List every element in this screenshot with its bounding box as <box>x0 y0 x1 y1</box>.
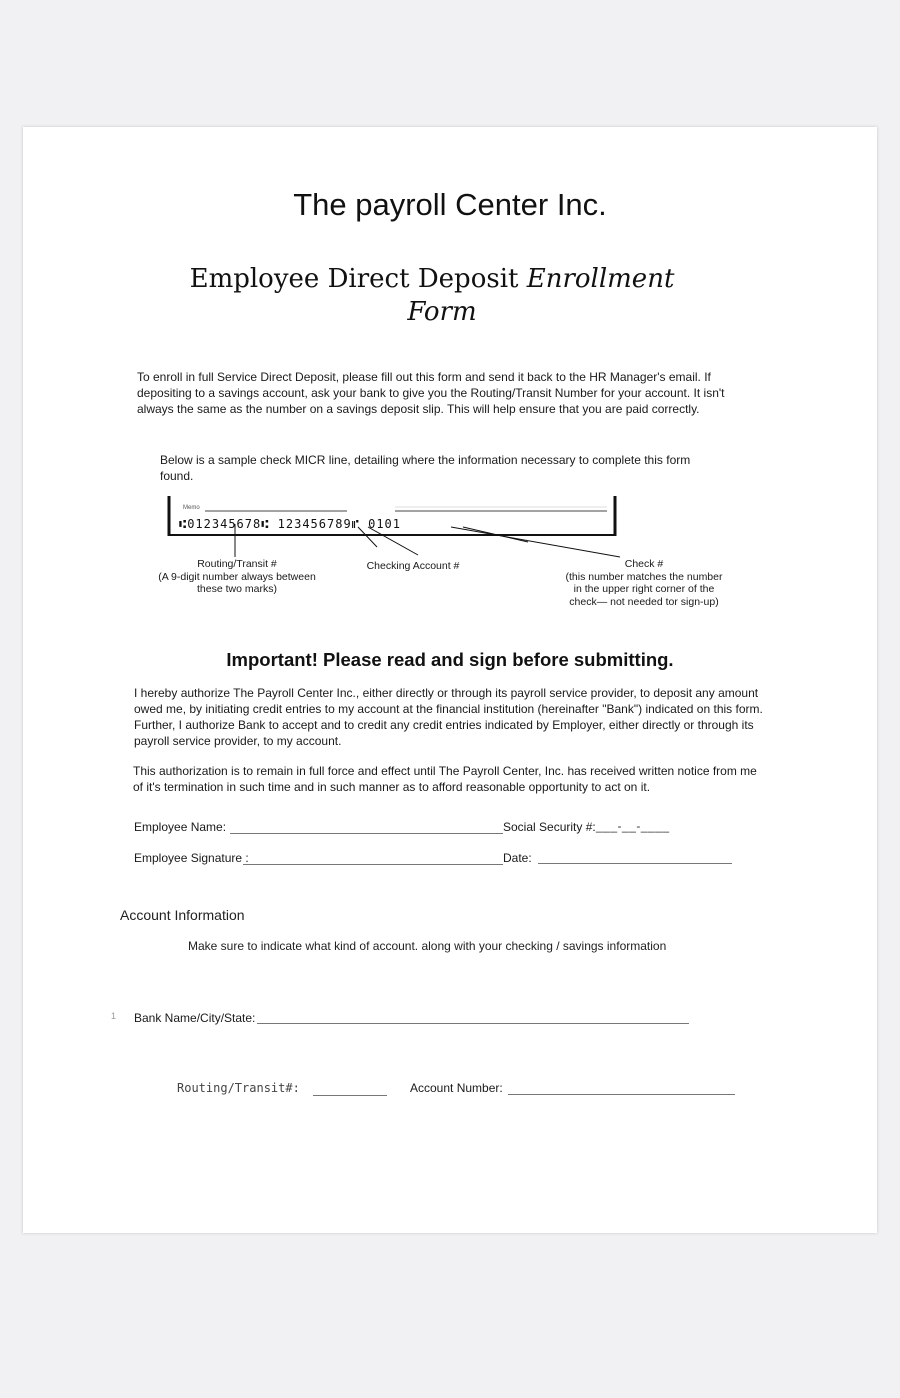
form-title-italic: Enrollment <box>526 264 675 294</box>
form-title-line2: Form <box>407 297 477 327</box>
ssn-mask[interactable]: ___-__-____ <box>596 819 670 833</box>
micr-intro-paragraph: Below is a sample check MICR line, detailing where the information necessary to complete this form found. <box>160 453 691 483</box>
intro-paragraph: To enroll in full Service Direct Deposit, please fill out this form and send it back to the HR Manager's email. If depositing to a savings account, ask your bank to give you the Routing/Transit Number for your account. It isn't always the same as the number on a savings deposit slip. This will help ensure that you are paid correctly. <box>137 370 725 416</box>
check-number-caption <box>549 558 739 608</box>
account-number-label: Account Number: <box>410 1081 503 1095</box>
signature-label: Employee Signature : <box>134 851 249 865</box>
account-info-heading: Account Information <box>120 907 245 923</box>
stray-mark: 1 <box>111 1011 117 1021</box>
checking-caption: Checking Account # <box>366 560 460 572</box>
routing-caption-title: Routing/Transit # <box>197 558 277 570</box>
micr-line: ⑆01234567​8⑆ 123456789⑈ 0101 <box>179 517 401 531</box>
authorization-paragraph-2: This authorization is to remain in full force and effect until The Payroll Center, Inc. has received written notice from me of it's termination in such time and in such manner as to afford reasonable opportunity to act on it. <box>133 764 757 794</box>
check-caption-title: Check # <box>624 558 664 570</box>
form-title-regular: Employee Direct Deposit <box>189 264 527 294</box>
bank-line[interactable] <box>257 1023 689 1024</box>
authorization-paragraph-1: I hereby authorize The Payroll Center Inc., either directly or through its payroll service provider, to deposit any amount owed me, by initiating credit entries to my account at the financial institution (hereinafter "Bank") indicated on this form. Further, I authorize Bank to accept and to credit any credit entries indicated by Employer, either directly or through its payroll service provider, to my account. <box>134 686 763 748</box>
company-name: The payroll Center Inc. <box>293 187 607 222</box>
check-caption-line3: check— not needed tor sign-up) <box>569 595 719 608</box>
important-heading: Important! Please read and sign before submitting. <box>226 649 674 670</box>
employee-name-line[interactable] <box>230 833 503 834</box>
bank-label: Bank Name/City/State: <box>134 1011 256 1025</box>
routing-caption-line2: these two marks) <box>197 583 277 595</box>
micr-pointer-lines <box>163 522 633 562</box>
form-page <box>23 127 877 1233</box>
form-title <box>23 263 841 329</box>
routing-line[interactable] <box>313 1095 387 1096</box>
account-number-line[interactable] <box>508 1094 735 1095</box>
signature-line[interactable] <box>243 864 503 865</box>
check-caption-line2: in the upper right corner of the <box>573 583 715 595</box>
routing-label: Routing/Transit#: <box>177 1081 300 1095</box>
check-caption-line1: (this number matches the number <box>565 570 723 583</box>
routing-caption <box>147 558 327 596</box>
date-line[interactable] <box>538 863 732 864</box>
routing-caption-line1: (A 9-digit number always between <box>158 570 316 583</box>
date-label: Date: <box>503 851 532 865</box>
employee-name-label: Employee Name: <box>134 820 227 834</box>
memo-label: Memo <box>183 505 200 511</box>
account-info-note: Make sure to indicate what kind of account. along with your checking / savings information <box>188 939 667 953</box>
ssn-label: Social Security #: <box>503 820 596 834</box>
